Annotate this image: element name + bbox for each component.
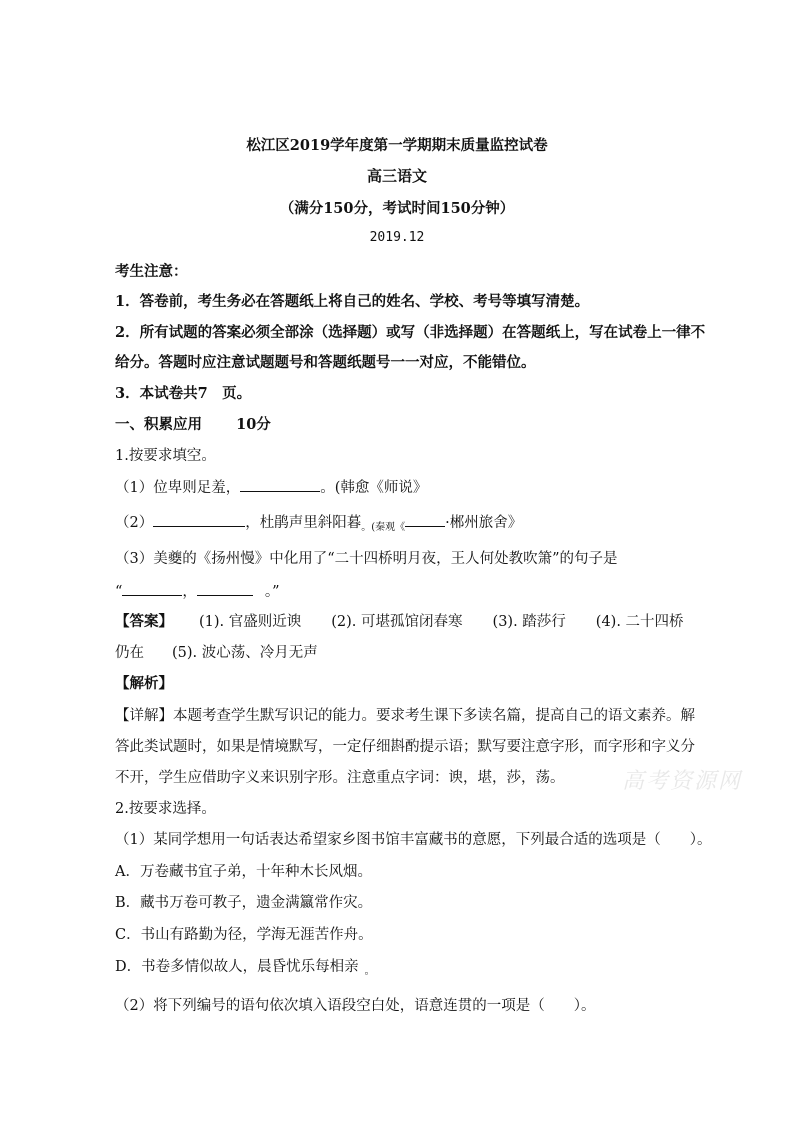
answer-3: (3). 踏莎行 (492, 614, 566, 630)
q1-p2-text-d: ·郴州旅舍》 (445, 515, 523, 531)
answer-blank (197, 581, 253, 596)
q1-p2-text-a: （2） (115, 515, 154, 531)
answer-4: (4). 二十四桥 (595, 614, 684, 630)
exam-date: 2019.12 (369, 230, 425, 245)
section-1-score: 10分 (236, 416, 271, 433)
option-d-end: 。 (364, 966, 375, 977)
answer-blank (122, 581, 182, 596)
answer-5: (5). 波心荡、冷月无声 (172, 645, 318, 661)
option-d (115, 957, 685, 982)
option-c: C．书山有路勤为径，学海无涯苦作舟。 (115, 927, 373, 943)
question-1-part-3a: （3）美夔的《扬州慢》中化用了“二十四桥明月夜，王人何处教吹箫”的句子是 (115, 551, 618, 567)
question-1-part-2 (115, 512, 685, 538)
question-2-stem: 2.按要求选择。 (115, 801, 216, 817)
q1-p1-text-b: 。(韩愈《师说》 (320, 480, 428, 496)
exam-title: 松江区2019学年度第一学期期末质量监控试卷 (246, 137, 548, 154)
question-2-sub-2: （2）将下列编号的语句依次填入语段空白处，语意连贯的一项是（ ）。 (115, 998, 596, 1014)
q1-p2-text-b: ，杜鹃声里斜阳暮 (245, 515, 362, 531)
analysis-detail-1: 【详解】本题考查学生默写识记的能力。要求考生课下多读名篇，提高自己的语文素养。解 (115, 708, 695, 724)
answer-2: (2). 可堪孤馆闭春寒 (331, 614, 463, 630)
notice-item-1: 1．答卷前，考生务必在答题纸上将自己的姓名、学校、考号等填写清楚。 (115, 293, 590, 310)
section-1-heading (115, 415, 685, 435)
option-b: B．藏书万卷可教子，遗金满籝常作灾。 (115, 895, 373, 911)
question-1-part-3b (115, 581, 685, 602)
analysis-label: 【解析】 (115, 675, 173, 692)
exam-full-mark: （满分150分，考试时间150分钟） (279, 200, 515, 217)
answer-1: (1). 官盛则近谀 (199, 614, 302, 630)
question-1-part-1 (115, 477, 685, 498)
notice-item-2b: 给分。答题时应注意试题题号和答题纸题号一一对应，不能错位。 (115, 354, 536, 371)
q1-p3-close-quote: 。” (264, 584, 280, 600)
q1-p3-open-quote: “ (115, 584, 123, 600)
q1-p1-text-a: （1）位卑则足羞， (115, 480, 241, 496)
answer-blank (240, 477, 320, 492)
question-2-sub-1: （1）某同学想用一句话表达希望家乡图书馆丰富藏书的意愿，下列最合适的选项是（ ）。 (115, 832, 712, 848)
question-1-stem: 1.按要求填空。 (115, 448, 216, 464)
q1-p3-comma: ， (182, 584, 197, 600)
section-1-title: 一、积累应用 (115, 416, 202, 433)
answer-blank (405, 512, 445, 527)
answer-4-cont: 仍在 (115, 645, 144, 661)
exam-subject: 高三语文 (366, 167, 427, 185)
notice-heading: 考生注意： (115, 263, 188, 280)
q1-p2-text-c: 。(秦观《 (361, 522, 406, 533)
option-a: A．万卷藏书宜子弟，十年种木长风烟。 (115, 864, 372, 880)
answer-label: 【答案】 (115, 613, 173, 630)
notice-item-3: 3．本试卷共7 页。 (115, 385, 252, 402)
analysis-detail-2: 答此类试题时，如果是情境默写，一定仔细斟酌提示语；默写要注意字形，而字形和字义分 (115, 739, 695, 755)
answer-blank (153, 512, 245, 527)
option-d-text: D．书卷多情似故人，晨昏忧乐每相亲 (115, 959, 359, 975)
analysis-detail-3: 不开，学生应借助字义来识别字形。注意重点字词：谀，堪，莎，荡。 (115, 770, 565, 786)
notice-item-2a: 2．所有试题的答案必须全部涂（选择题）或写（非选择题）在答题纸上，写在试卷上一律不 (115, 324, 706, 341)
question-1-answer (115, 612, 685, 632)
question-1-answer-cont (115, 643, 685, 663)
watermark: 高考资源网 (622, 769, 743, 794)
